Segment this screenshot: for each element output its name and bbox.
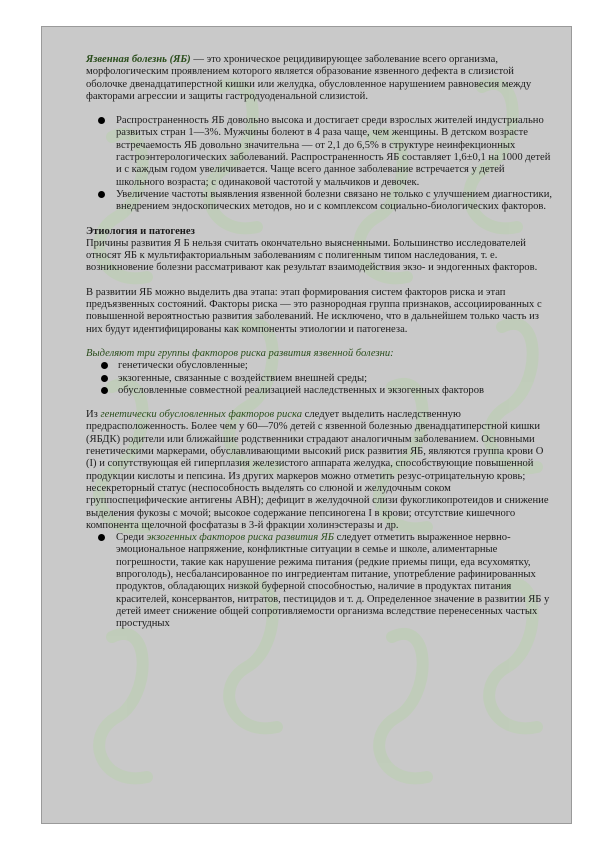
intro-text: — это хроническое рецидивирующее заболевание всего организма, морфологическим проявлением которого является образование язвенного дефекта в слизистой оболочке двенадцатиперстной кишки или желудка, обусловленное нарушением равновесия между факторами агрессии и защиты гастродуоденальной слизистой. bbox=[86, 54, 532, 102]
exogenous-list bbox=[86, 532, 554, 630]
factors-list bbox=[86, 360, 554, 397]
list-item: Распространенность ЯБ довольно высока и достигает среди взрослых жителей индустриально развитых стран 1—3%. Мужчины болеют в 4 раза чаще, чем женщины. В детском возрасте встречаемость ЯБ довольно значительна — от 2,1 до 6,5% в структуре неинфекционных гастроэнтерологических заболеваний. Распространенность ЯБ составляет 1,6±0,1 на 1000 детей и с каждым годом увеличивается. Чаще всего данное заболевание встречается у детей школьного возраста; с одинаковой частотой у мальчиков и девочек. bbox=[116, 115, 554, 189]
list-item: экзогенные, связанные с воздействием внешней среды; bbox=[118, 373, 554, 385]
stages-paragraph: В развитии ЯБ можно выделить два этапа: этап формирования систем факторов риска и этап предъязвенных состояний. Факторы риска — это разнородная группа признаков, ассоциированных с повышенной вероятностью развития заболеваний. Не исключено, что в дальнейшем только часть из них будут идентифицированы как компоненты этиологии и патогенеза. bbox=[86, 286, 542, 335]
list-item: Среди экзогенных факторов риска развития ЯБ следует отметить выраженное нервно-эмоциональное напряжение, конфликтные ситуации в семье и школе, алиментарные погрешности, такие как нарушение режима питания (редкие приемы пищи, еда всухомятку, впроголодь), несбалансированное по ингредиентам питание, употребление рафинированных продуктов, обладающих низкой буферной способностью, наличие в продуктах питания красителей, консервантов, нитратов, пестицидов и т. д. Определенное значение в развитии ЯБ у детей имеет снижение общей сопротивляемости организма вследствие перенесенных частых простудных bbox=[116, 532, 554, 630]
exogenous-factors-term: экзогенных факторов риска развития ЯБ bbox=[146, 532, 334, 544]
document-content bbox=[86, 54, 554, 630]
bullet-icon bbox=[98, 117, 105, 124]
genetic-factors-paragraph: Из генетически обусловленных факторов риска следует выделить наследственную предрасположенность. Более чем у 60—70% детей с язвенной болезнью двенадцатиперстной кишки (ЯБДК) родители или ближайшие родственники страдают аналогичным заболеванием. Основными генетическими маркерами, обуславливающими высокий риск развития ЯБ, являются группа крови О (I) и сопутствующая ей гиперплазия железистого аппарата желудка, способствующие повышенной продукции кислоты и пепсина. Из других маркеров можно отметить резус-отрицательную кровь; несекреторный статус (неспособность выделять со слюной и желудочным соком группоспецифические антигены АВН); дефицит в желудочной слизи фукогликопротеидов и снижение выделения фукозы с мочой; высокое содержание пепсиногена I в крови; отсутствие кишечного компонента щелочной фосфатазы в 3-й фракции холинэстеразы и др. bbox=[86, 409, 549, 531]
intro-paragraph bbox=[86, 54, 554, 103]
bullet-icon bbox=[101, 387, 108, 394]
list-item: генетически обусловленные; bbox=[118, 360, 554, 372]
genetic-factors-term: генетически обусловленных факторов риска bbox=[100, 409, 303, 421]
list-item: Увеличение частоты выявления язвенной болезни связано не только с улучшением диагностики, внедрением эндоскопических методов, но и с комплексом социально-биологических факторов. bbox=[116, 189, 554, 214]
document-sheet bbox=[41, 26, 572, 824]
factors-title: Выделяют три группы факторов риска развития язвенной болезни: bbox=[86, 347, 394, 359]
bullet-icon bbox=[98, 191, 105, 198]
bullet-icon bbox=[101, 375, 108, 382]
intro-term: Язвенная болезнь (ЯБ) bbox=[86, 54, 191, 65]
list-item: обусловленные совместной реализацией наследственных и экзогенных факторов bbox=[118, 385, 554, 397]
section-heading: Этиология и патогенез bbox=[86, 225, 195, 237]
etiology-paragraph: Причины развития Я Б нельзя считать окончательно выясненными. Большинство исследователей относят ЯБ к мультифакториальным заболеваниям с полигенным типом наследования, т. е. возникновение болезни рассматривают как результат взаимодействия экзо- и эндогенных факторов. bbox=[86, 237, 538, 274]
bullet-icon bbox=[101, 362, 108, 369]
prevalence-list bbox=[86, 115, 554, 213]
bullet-icon bbox=[98, 534, 105, 541]
